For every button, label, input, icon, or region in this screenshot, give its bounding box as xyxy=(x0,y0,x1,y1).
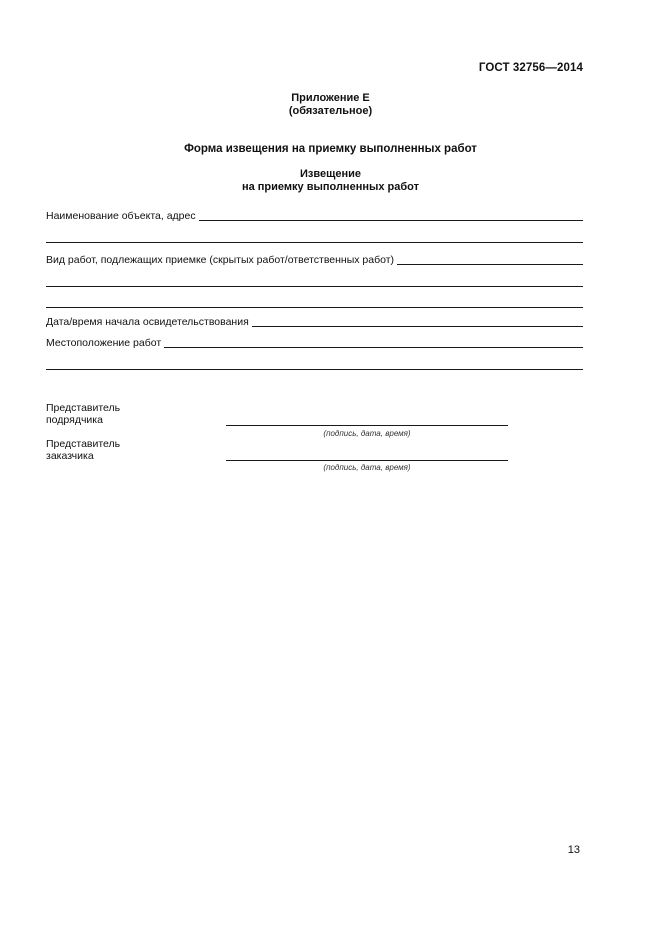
object-name-extra-line[interactable] xyxy=(46,242,583,243)
customer-label-line1: Представитель xyxy=(46,438,121,450)
contractor-label-line1: Представитель xyxy=(46,402,121,414)
notice-title-line1: Извещение xyxy=(299,168,362,180)
notice-title xyxy=(0,168,661,194)
contractor-representative-label xyxy=(46,402,120,426)
inspection-start-label: Дата/время начала освидетельствования xyxy=(46,316,252,328)
work-location-field[interactable] xyxy=(46,335,583,349)
page-number: 13 xyxy=(567,844,580,856)
appendix-heading xyxy=(0,92,661,118)
contractor-label-line2: подрядчика xyxy=(46,414,103,426)
work-location-extra-line[interactable] xyxy=(46,369,583,370)
form-title: Форма извещения на приемку выполненных работ xyxy=(184,143,477,155)
contractor-signature-line[interactable] xyxy=(226,425,508,426)
work-location-label: Местоположение работ xyxy=(46,337,164,349)
customer-label-line2: заказчика xyxy=(46,450,94,462)
customer-signature-line[interactable] xyxy=(226,460,508,461)
work-type-line[interactable] xyxy=(397,264,583,265)
document-id: ГОСТ 32756—2014 xyxy=(478,62,583,74)
work-type-field[interactable] xyxy=(46,252,583,266)
work-type-extra-line-1[interactable] xyxy=(46,286,583,287)
object-name-line[interactable] xyxy=(199,220,583,221)
customer-representative-label xyxy=(46,438,120,462)
work-location-line[interactable] xyxy=(164,347,583,348)
appendix-title: Приложение Е xyxy=(291,92,370,104)
object-name-field[interactable] xyxy=(46,208,583,222)
inspection-start-line[interactable] xyxy=(252,326,583,327)
appendix-status: (обязательное) xyxy=(288,105,373,117)
work-type-extra-line-2[interactable] xyxy=(46,307,583,308)
contractor-signature-caption: (подпись, дата, время) xyxy=(323,429,411,438)
notice-title-line2: на приемку выполненных работ xyxy=(241,181,420,193)
customer-signature-caption: (подпись, дата, время) xyxy=(323,463,411,472)
object-name-label: Наименование объекта, адрес xyxy=(46,210,199,222)
work-type-label: Вид работ, подлежащих приемке (скрытых работ/ответственных работ) xyxy=(46,254,397,266)
inspection-start-field[interactable] xyxy=(46,314,583,328)
